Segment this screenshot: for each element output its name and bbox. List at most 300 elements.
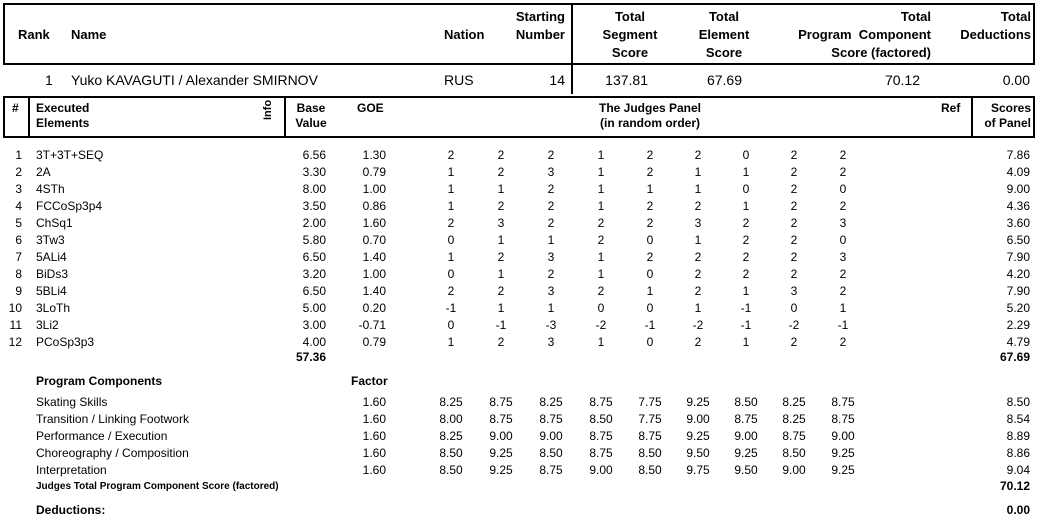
element-name: 5ALi4 [36, 250, 67, 264]
element-goe: 1.40 [362, 250, 386, 264]
element-row [0, 266, 1038, 283]
judge-mark: 2 [497, 335, 505, 349]
element-name: 5BLi4 [36, 284, 67, 298]
judge-mark: 2 [790, 250, 798, 264]
element-number: 10 [8, 301, 22, 315]
col-ded-l2: Deductions [960, 27, 1031, 42]
col-starting-number [490, 8, 565, 44]
element-base-value: 5.00 [302, 301, 326, 315]
element-goe: 1.60 [362, 216, 386, 230]
component-name: Interpretation [36, 463, 107, 477]
elements-score-total: 67.69 [999, 350, 1030, 364]
judge-mark: 2 [742, 250, 750, 264]
judge-mark: 1 [597, 267, 605, 281]
col-scores-of-panel [975, 101, 1031, 131]
col-pcs-l1: Total [900, 9, 931, 24]
judge-component-mark: 8.50 [589, 412, 613, 426]
judge-component-mark: 8.75 [831, 395, 855, 409]
col-nation: Nation [444, 27, 485, 42]
judge-mark: 1 [497, 267, 505, 281]
judge-mark: 2 [447, 216, 455, 230]
element-score: 4.36 [1006, 199, 1030, 213]
judge-component-mark: 9.25 [686, 395, 710, 409]
elements-header-box [3, 96, 1035, 138]
component-score: 8.54 [1006, 412, 1030, 426]
skater-deductions: 0.00 [1002, 72, 1030, 88]
element-goe: 1.40 [362, 284, 386, 298]
judge-component-mark: 9.25 [489, 463, 513, 477]
judge-mark: 2 [646, 216, 654, 230]
judge-mark: 1 [646, 284, 654, 298]
element-base-value: 6.56 [302, 148, 326, 162]
judge-mark: 2 [839, 165, 847, 179]
judge-component-mark: 9.00 [589, 463, 613, 477]
component-row [0, 411, 1038, 428]
col-scores-l1: Scores [990, 101, 1031, 115]
element-goe: 1.00 [362, 267, 386, 281]
element-score: 7.90 [1006, 250, 1030, 264]
element-name: FCCoSp3p4 [36, 199, 103, 213]
component-score: 8.86 [1006, 446, 1030, 460]
element-score: 4.20 [1006, 267, 1030, 281]
judge-mark: 1 [597, 165, 605, 179]
judge-mark: -2 [692, 318, 704, 332]
judge-mark: 2 [790, 335, 798, 349]
element-base-value: 3.30 [302, 165, 326, 179]
element-row [0, 300, 1038, 317]
component-score: 8.50 [1006, 395, 1030, 409]
judge-mark: 2 [790, 148, 798, 162]
element-row [0, 198, 1038, 215]
judge-mark: 0 [790, 301, 798, 315]
element-score: 6.50 [1006, 233, 1030, 247]
judge-mark: 1 [742, 284, 750, 298]
element-base-value: 3.50 [302, 199, 326, 213]
judge-mark: 1 [447, 182, 455, 196]
element-name: 3T+3T+SEQ [36, 148, 104, 162]
judge-component-mark: 8.25 [539, 395, 563, 409]
component-row [0, 445, 1038, 462]
judge-mark: 2 [694, 267, 702, 281]
judge-mark: 3 [547, 165, 555, 179]
judge-component-mark: 9.00 [489, 429, 513, 443]
judge-mark: -1 [445, 301, 457, 315]
judge-mark: 2 [547, 199, 555, 213]
judge-mark: 2 [790, 199, 798, 213]
col-pcs-l2: Program Component [798, 27, 931, 42]
element-row [0, 317, 1038, 334]
col-rank: Rank [18, 27, 50, 42]
elements-header-div-1 [28, 96, 30, 138]
component-score: 9.04 [1006, 463, 1030, 477]
skater-tes: 67.69 [706, 72, 742, 88]
judge-component-mark: 8.50 [539, 446, 563, 460]
judge-component-mark: 8.75 [734, 412, 758, 426]
judge-component-mark: 9.00 [734, 429, 758, 443]
judge-mark: 3 [547, 250, 555, 264]
element-goe: -0.71 [358, 318, 386, 332]
judge-mark: 2 [839, 335, 847, 349]
element-row [0, 232, 1038, 249]
element-name: BiDs3 [36, 267, 69, 281]
element-name: 3Li2 [36, 318, 59, 332]
element-row [0, 283, 1038, 300]
skater-nation: RUS [444, 72, 474, 88]
judge-mark: 2 [790, 267, 798, 281]
skater-name: Yuko KAVAGUTI / Alexander SMIRNOV [71, 72, 318, 88]
judge-mark: 2 [547, 148, 555, 162]
judge-mark: 1 [547, 301, 555, 315]
element-row [0, 334, 1038, 351]
col-tss-l1: Total [614, 9, 646, 24]
component-factor: 1.60 [362, 429, 386, 443]
component-factor: 1.60 [362, 446, 386, 460]
judge-component-mark: 8.50 [782, 446, 806, 460]
col-tss-l3: Score [611, 45, 649, 60]
judge-mark: 1 [447, 250, 455, 264]
element-score: 4.09 [1006, 165, 1030, 179]
elements-header-div-3 [971, 96, 973, 138]
element-name: 4STh [36, 182, 65, 196]
col-executed-l2: Elements [36, 116, 90, 130]
judge-mark: 1 [597, 250, 605, 264]
judge-mark: 2 [839, 267, 847, 281]
judge-component-mark: 8.50 [638, 446, 662, 460]
element-number: 4 [15, 199, 22, 213]
skater-rank: 1 [45, 72, 53, 88]
judge-mark: 0 [447, 318, 455, 332]
judge-mark: 1 [597, 335, 605, 349]
skater-starting-number: 14 [549, 72, 565, 88]
judge-component-mark: 9.25 [489, 446, 513, 460]
judge-mark: 0 [447, 267, 455, 281]
judge-mark: 2 [597, 233, 605, 247]
judge-mark: 0 [839, 182, 847, 196]
element-score: 2.29 [1006, 318, 1030, 332]
element-number: 7 [15, 250, 22, 264]
component-name: Skating Skills [36, 395, 108, 409]
judge-mark: 2 [839, 284, 847, 298]
element-number: 9 [15, 284, 22, 298]
judge-mark: 2 [497, 284, 505, 298]
element-number: 3 [15, 182, 22, 196]
judge-mark: -2 [788, 318, 800, 332]
judge-mark: 3 [790, 284, 798, 298]
judge-component-mark: 8.00 [439, 412, 463, 426]
judge-component-mark: 8.25 [439, 395, 463, 409]
element-goe: 0.20 [362, 301, 386, 315]
judge-component-mark: 9.25 [831, 446, 855, 460]
judge-mark: 2 [790, 216, 798, 230]
element-score: 5.20 [1006, 301, 1030, 315]
col-total-element-score [684, 8, 764, 62]
judge-mark: 1 [646, 182, 654, 196]
judge-mark: 1 [447, 199, 455, 213]
component-factor: 1.60 [362, 395, 386, 409]
judge-mark: 0 [646, 301, 654, 315]
element-score: 7.90 [1006, 284, 1030, 298]
element-base-value: 8.00 [302, 182, 326, 196]
col-executed-elements [36, 101, 89, 131]
judge-mark: 2 [646, 165, 654, 179]
pcs-total-label: Judges Total Program Component Score (factored) [36, 481, 279, 492]
judge-mark: 2 [694, 250, 702, 264]
judge-component-mark: 9.50 [734, 463, 758, 477]
judge-mark: 3 [839, 250, 847, 264]
col-base-l1: Base [296, 101, 326, 115]
col-tes-l3: Score [705, 45, 743, 60]
judge-mark: 0 [742, 182, 750, 196]
element-name: 3LoTh [36, 301, 71, 315]
element-score: 7.86 [1006, 148, 1030, 162]
element-goe: 0.70 [362, 233, 386, 247]
elements-header-div-2 [284, 96, 286, 138]
element-row [0, 249, 1038, 266]
element-base-value: 5.80 [302, 233, 326, 247]
element-goe: 1.00 [362, 182, 386, 196]
judge-component-mark: 9.75 [686, 463, 710, 477]
judge-mark: 1 [447, 335, 455, 349]
judge-component-mark: 9.00 [782, 463, 806, 477]
judge-mark: -2 [595, 318, 607, 332]
component-row [0, 428, 1038, 445]
factor-label: Factor [351, 374, 388, 388]
element-score: 9.00 [1006, 182, 1030, 196]
component-factor: 1.60 [362, 412, 386, 426]
element-number: 12 [8, 335, 22, 349]
judge-mark: 2 [790, 182, 798, 196]
skater-summary-row [0, 71, 1038, 89]
judge-mark: 2 [742, 233, 750, 247]
judge-mark: 1 [597, 199, 605, 213]
program-components-label: Program Components [36, 374, 163, 388]
judge-mark: 2 [694, 199, 702, 213]
col-total-segment-score [590, 8, 670, 62]
judge-mark: 2 [839, 199, 847, 213]
judge-mark: 1 [694, 233, 702, 247]
judge-mark: 1 [597, 148, 605, 162]
element-base-value: 3.20 [302, 267, 326, 281]
judge-mark: 3 [694, 216, 702, 230]
col-starting-number-l1: Starting [515, 9, 565, 24]
judge-mark: 1 [839, 301, 847, 315]
judge-mark: 2 [646, 250, 654, 264]
judge-mark: 2 [790, 233, 798, 247]
col-judges-panel [570, 101, 730, 131]
col-tss-l2: Segment [602, 27, 658, 42]
judge-mark: 1 [497, 182, 505, 196]
col-info: Info [262, 99, 274, 120]
element-base-value: 3.00 [302, 318, 326, 332]
judge-component-mark: 9.50 [686, 446, 710, 460]
element-name: ChSq1 [36, 216, 73, 230]
judge-mark: 2 [790, 165, 798, 179]
col-base-l2: Value [295, 116, 327, 130]
judge-component-mark: 8.75 [638, 429, 662, 443]
judge-mark: 2 [497, 148, 505, 162]
col-ded-l1: Total [1000, 9, 1031, 24]
judge-mark: 2 [742, 267, 750, 281]
judge-component-mark: 8.50 [734, 395, 758, 409]
element-number: 11 [9, 318, 22, 332]
component-row [0, 394, 1038, 411]
deductions-label: Deductions: [36, 503, 106, 517]
judge-mark: 3 [839, 216, 847, 230]
element-name: 3Tw3 [36, 233, 65, 247]
judge-mark: 2 [497, 165, 505, 179]
judge-mark: 1 [694, 165, 702, 179]
col-tes-l1: Total [708, 9, 740, 24]
judge-mark: 2 [646, 148, 654, 162]
element-name: 2A [36, 165, 51, 179]
judge-mark: 2 [597, 284, 605, 298]
judge-mark: 0 [597, 301, 605, 315]
judge-mark: -1 [740, 301, 752, 315]
col-total-deductions [940, 8, 1031, 44]
judge-component-mark: 9.25 [831, 463, 855, 477]
judge-component-mark: 8.50 [439, 463, 463, 477]
judge-component-mark: 7.75 [638, 395, 662, 409]
judge-component-mark: 8.50 [439, 446, 463, 460]
component-name: Choreography / Composition [36, 446, 189, 460]
pcs-total-value: 70.12 [999, 479, 1030, 493]
element-score: 4.79 [1006, 335, 1030, 349]
element-row [0, 215, 1038, 232]
judge-mark: 2 [547, 182, 555, 196]
judge-mark: 0 [646, 233, 654, 247]
judge-mark: 2 [547, 267, 555, 281]
judge-component-mark: 8.75 [589, 446, 613, 460]
element-score: 3.60 [1006, 216, 1030, 230]
judge-mark: 0 [447, 233, 455, 247]
col-judges-l2: (in random order) [599, 116, 700, 130]
judge-component-mark: 8.75 [831, 412, 855, 426]
col-goe: GOE [357, 101, 384, 115]
judge-mark: 2 [646, 199, 654, 213]
judge-component-mark: 8.25 [439, 429, 463, 443]
judge-mark: 2 [447, 148, 455, 162]
component-name: Performance / Execution [36, 429, 168, 443]
judge-mark: 0 [839, 233, 847, 247]
judge-mark: -1 [837, 318, 849, 332]
element-row [0, 147, 1038, 164]
judge-mark: 2 [497, 199, 505, 213]
judge-mark: 2 [839, 148, 847, 162]
skater-tss: 137.81 [605, 72, 648, 88]
component-score: 8.89 [1006, 429, 1030, 443]
judge-component-mark: 8.75 [539, 412, 563, 426]
col-element-number: # [12, 101, 19, 115]
judge-mark: 2 [742, 216, 750, 230]
judge-mark: 2 [597, 216, 605, 230]
judge-component-mark: 9.00 [686, 412, 710, 426]
element-row [0, 164, 1038, 181]
judge-mark: 0 [646, 335, 654, 349]
judge-mark: 2 [547, 216, 555, 230]
judge-mark: 1 [742, 165, 750, 179]
judge-component-mark: 8.75 [589, 429, 613, 443]
element-number: 6 [15, 233, 22, 247]
judge-mark: 0 [742, 148, 750, 162]
judge-component-mark: 9.25 [734, 446, 758, 460]
judge-mark: 1 [547, 233, 555, 247]
col-total-program-component-score [770, 8, 931, 62]
element-base-value: 6.50 [302, 250, 326, 264]
col-name: Name [71, 27, 107, 42]
element-number: 1 [15, 148, 22, 162]
judge-mark: 2 [694, 284, 702, 298]
col-scores-l2: of Panel [984, 116, 1031, 130]
element-base-value: 4.00 [302, 335, 326, 349]
judge-component-mark: 8.50 [638, 463, 662, 477]
judge-mark: 1 [497, 301, 505, 315]
component-row [0, 462, 1038, 479]
base-value-total: 57.36 [295, 350, 326, 364]
skater-pcs: 70.12 [884, 72, 920, 88]
judge-mark: 1 [447, 165, 455, 179]
col-tes-l2: Element [698, 27, 750, 42]
judge-mark: 1 [597, 182, 605, 196]
judge-mark: -1 [495, 318, 507, 332]
judge-mark: 1 [497, 233, 505, 247]
judge-mark: 1 [694, 182, 702, 196]
judge-mark: -1 [740, 318, 752, 332]
element-goe: 0.79 [362, 335, 386, 349]
col-executed-l1: Executed [36, 101, 90, 115]
element-name: PCoSp3p3 [36, 335, 95, 349]
component-factor: 1.60 [362, 463, 386, 477]
judge-component-mark: 9.00 [831, 429, 855, 443]
element-number: 5 [15, 216, 22, 230]
judge-mark: -1 [644, 318, 656, 332]
col-judges-l1: The Judges Panel [598, 101, 702, 115]
element-row [0, 181, 1038, 198]
judge-component-mark: 8.75 [489, 412, 513, 426]
judge-mark: 2 [497, 250, 505, 264]
judge-mark: 1 [742, 335, 750, 349]
col-base-value [288, 101, 334, 131]
deductions-value: 0.00 [1006, 503, 1030, 517]
judge-mark: 3 [497, 216, 505, 230]
judge-component-mark: 8.25 [782, 412, 806, 426]
judge-component-mark: 8.75 [489, 395, 513, 409]
judge-mark: 2 [447, 284, 455, 298]
judge-component-mark: 7.75 [638, 412, 662, 426]
element-number: 2 [15, 165, 22, 179]
judge-component-mark: 8.25 [782, 395, 806, 409]
col-pcs-l3: Score (factored) [831, 45, 931, 60]
judge-mark: 1 [742, 199, 750, 213]
element-number: 8 [15, 267, 22, 281]
judge-mark: 0 [646, 267, 654, 281]
element-goe: 0.79 [362, 165, 386, 179]
judge-mark: 3 [547, 284, 555, 298]
col-starting-number-l2: Number [515, 27, 565, 42]
judge-component-mark: 8.75 [539, 463, 563, 477]
judge-mark: -3 [545, 318, 557, 332]
element-base-value: 6.50 [302, 284, 326, 298]
judge-component-mark: 8.75 [782, 429, 806, 443]
element-goe: 1.30 [362, 148, 386, 162]
judge-component-mark: 9.25 [686, 429, 710, 443]
judge-component-mark: 8.75 [589, 395, 613, 409]
col-ref: Ref [941, 101, 961, 115]
judge-component-mark: 9.00 [539, 429, 563, 443]
judge-mark: 1 [694, 301, 702, 315]
element-goe: 0.86 [362, 199, 386, 213]
judge-mark: 2 [694, 148, 702, 162]
element-base-value: 2.00 [302, 216, 326, 230]
